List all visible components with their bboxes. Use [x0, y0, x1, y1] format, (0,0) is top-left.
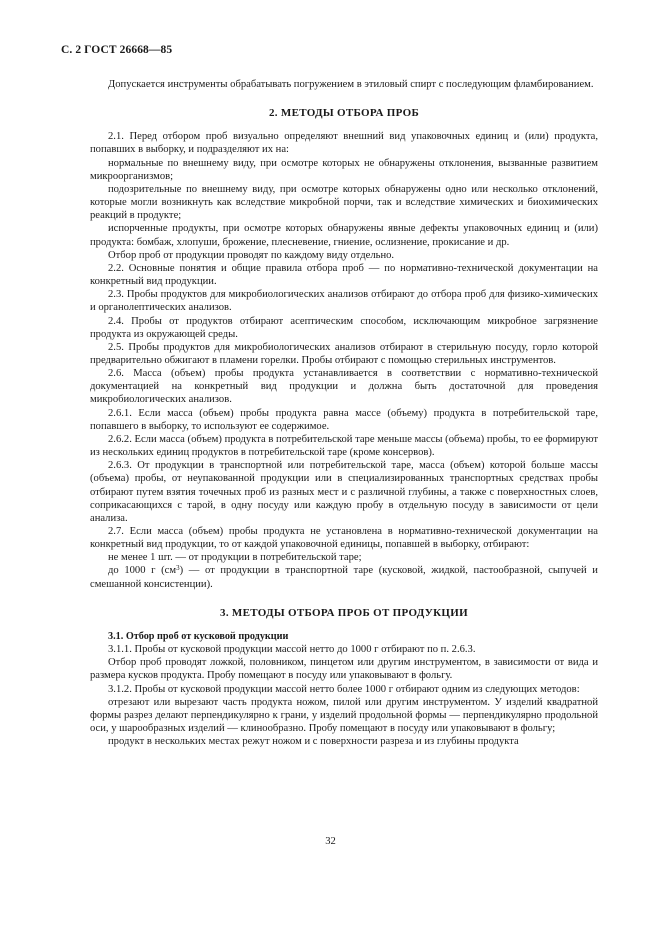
section-2-title: 2. МЕТОДЫ ОТБОРА ПРОБ — [268, 107, 420, 120]
paragraph-each-type: Отбор проб от продукции проводят по каждому виду отдельно. — [108, 249, 395, 261]
paragraph-2-6-2: 2.6.2. Если масса (объем) продукта в потребительской таре меньше массы (объема) пробы, то ее формируют из нескольких единиц продуктов в потребительской таре (кроме консервов). — [90, 433, 598, 459]
paragraph-2-4: 2.4. Пробы от продуктов отбирают асептическим способом, исключающим микробное загрязнение продукта из окружающей среды. — [90, 315, 598, 340]
section-3-title: 3. МЕТОДЫ ОТБОРА ПРОБ ОТ ПРОДУКЦИИ — [220, 606, 468, 619]
paragraph-3-1-2: 3.1.2. Пробы от кусковой продукции массой нетто более 1000 г отбирают одним из следующих методов: — [108, 683, 580, 695]
paragraph-2-3: 2.3. Пробы продуктов для микробиологических анализов отбирают до отбора проб для физико-химических и органолептических анализов. — [90, 289, 598, 314]
paragraph-cut-several-places: продукт в нескольких местах режут ножом и с поверхности разреза и из глубины продукта — [108, 736, 519, 748]
transport-pack-text-a: до 1000 г (см — [108, 565, 177, 577]
paragraph-spoiled: испорченные продукты, при осмотре которых обнаружены явные дефекты упаковочных единиц и (или) продукта: бомбаж, хлопуши, брожение, плесневение, гниение, ослизнение, прокисание и др. — [90, 223, 598, 248]
paragraph-2-7: 2.7. Если масса (объем) пробы продукта не установлена в нормативно-технической документации на конкретный вид продукции, то от каждой упаковочной единицы, попавшей в выборку, отбирают: — [90, 526, 598, 551]
paragraph-2-1: 2.1. Перед отбором проб визуально определяют внешний вид упаковочных единиц и (или) продукта, попавших в выборку, и подразделяют их на: — [90, 131, 598, 156]
paragraph-2-2: 2.2. Основные понятия и общие правила отбора проб — по нормативно-технической документации на конкретный вид продукции. — [90, 262, 598, 288]
page-header: С. 2 ГОСТ 26668—85 — [61, 44, 173, 56]
paragraph-3-1-1: 3.1.1. Пробы от кусковой продукции массой нетто до 1000 г отбирают по п. 2.6.3. — [108, 644, 476, 656]
paragraph-normal: нормальные по внешнему виду, при осмотре которых не обнаружены отклонения, вызванные развитием микроорганизмов; — [90, 157, 598, 182]
subsection-3-1-title: 3.1. Отбор проб от кусковой продукции — [108, 630, 289, 642]
intro-paragraph: Допускается инструменты обрабатывать погружением в этиловый спирт с последующим фламбированием. — [108, 79, 594, 90]
paragraph-2-6-1: 2.6.1. Если масса (объем) пробы продукта равна массе (объему) продукта в потребительской таре, попавшего в выборку, то используют ее содержимое. — [90, 407, 598, 432]
transport-pack-text-b: ) — от продукции в транспортной таре (кусковой, жидкой, пастообразной, сыпучей и смешанной консистенции). — [90, 565, 598, 590]
paragraph-transport-pack — [90, 564, 598, 590]
paragraph-cut-methods: отрезают или вырезают часть продукта ножом, пилой или другим инструментом. У изделий квадратной формы разрез делают перпендикулярно к грани, у изделий продольной формы — перпендикулярно продольной оси, у шарообразных изделий — клинообразно. Пробу помещают в посуду или упаковывают в фольгу; — [90, 696, 598, 735]
paragraph-suspicious: подозрительные по внешнему виду, при осмотре которых обнаружены одно или несколько отклонений, которые могли возникнуть как вследствие микробной порчи, так и вследствие химических и биохимических реакций в продукте; — [90, 183, 598, 222]
paragraph-sampling-tools: Отбор проб проводят ложкой, половником, пинцетом или другим инструментом, в зависимости от вида и размера кусков продукта. Пробу помещают в посуду или упаковывают в фольгу. — [90, 657, 598, 682]
paragraph-2-5: 2.5. Пробы продуктов для микробиологических анализов отбирают в стерильную посуду, горло которой предварительно обжигают в пламени горелки. Пробы отбирают с помощью стерильных инструментов. — [90, 341, 598, 366]
paragraph-2-6: 2.6. Масса (объем) пробы продукта устанавливается в соответствии с нормативно-технической документацией на конкретный вид продукции и должна быть достаточной для проведения микробиологических анализов. — [90, 368, 598, 406]
superscript-3: 3 — [176, 564, 180, 573]
paragraph-2-6-3: 2.6.3. От продукции в транспортной или потребительской таре, масса (объем) которой больше массы (объема) пробы, от неупакованной продукции или в специализированных транспортных средствах пробы отбирают путем взятия точечных проб из разных мест и с различной глубины, а также с поверхностных слоев, соприкасающихся с тарой, в одну посуду или каждую пробу в отдельную посуду в зависимости от цели анализа. — [90, 460, 598, 524]
paragraph-consumer-pack: не менее 1 шт. — от продукции в потребительской таре; — [108, 552, 362, 564]
page-number: 32 — [325, 836, 336, 847]
page-content — [90, 78, 598, 748]
